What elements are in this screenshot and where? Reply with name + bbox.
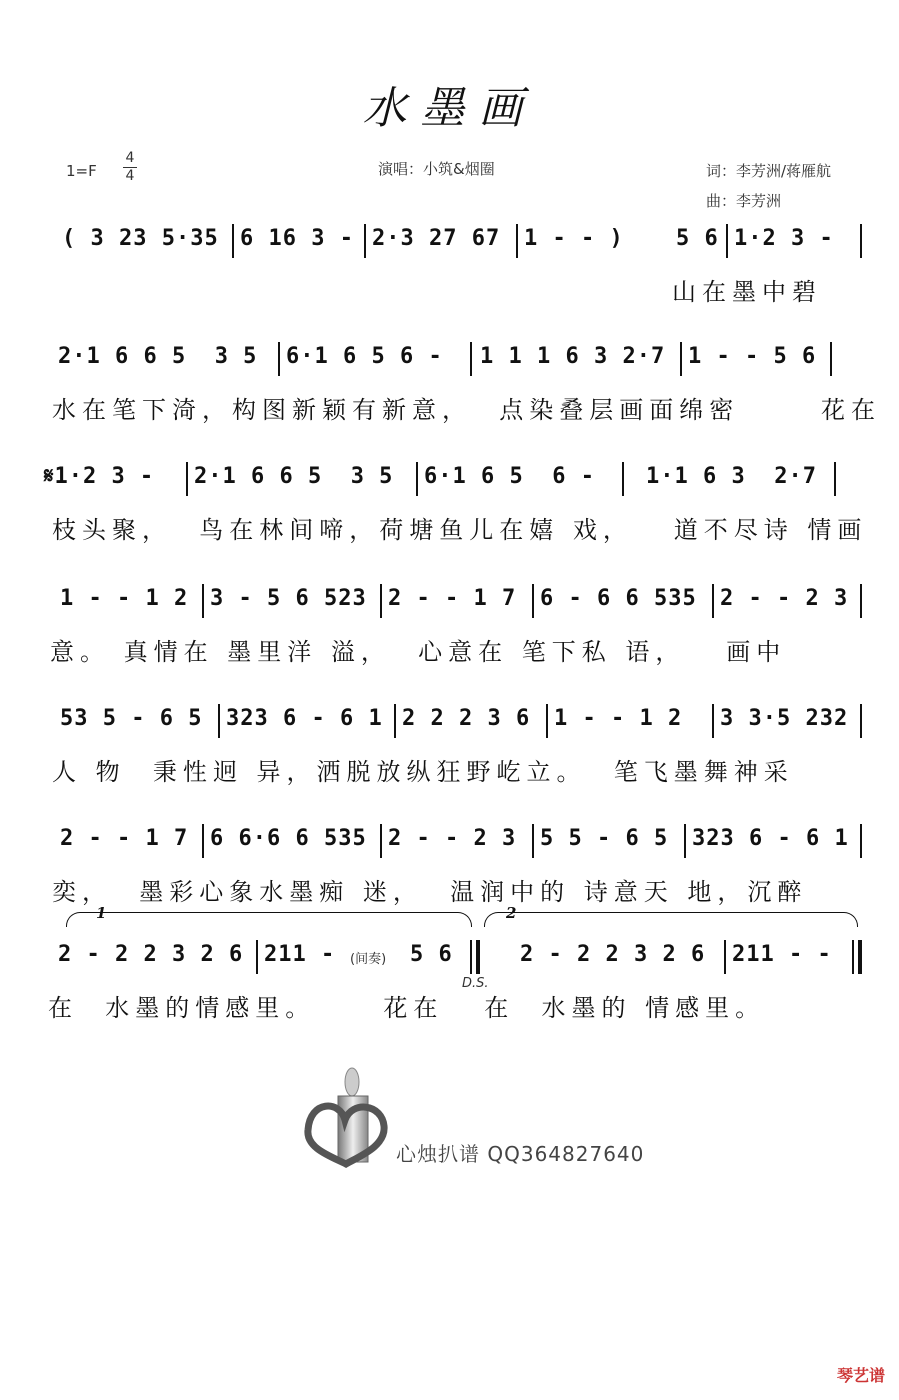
volta-bracket-1: [66, 912, 472, 927]
lyricist-credit: 词：李芳洲/蒋雁航: [706, 162, 832, 180]
lyrics-line: 人 物 秉性迥 异，洒脱放纵狂野屹立。 笔飞墨舞神采: [52, 758, 794, 786]
candle-icon: [300, 1060, 390, 1170]
measure: 2 - 2 2 3 2 6: [58, 942, 244, 967]
measure: 6 - 6 6 535: [540, 586, 697, 611]
lyrics-line: 奕， 墨彩心象水墨痴 迷， 温润中的 诗意天 地，沉醉: [52, 878, 808, 906]
measure: 2·1 6 6 5 3 5: [58, 344, 258, 369]
measure: ( 3 23 5·35: [62, 226, 219, 251]
measure: 2·3 27 67: [372, 226, 501, 251]
logo-text: 心烛扒谱 QQ364827640: [396, 1142, 645, 1166]
volta-number-2: 2: [506, 904, 517, 922]
composer-credit: 曲：李芳洲: [706, 192, 782, 210]
transcriber-logo: [300, 1060, 700, 1170]
volta-number-1: 1: [96, 904, 107, 922]
measure: 2·1 6 6 5 3 5: [194, 464, 394, 489]
measure: 1 1 1 6 3 2·7: [480, 344, 666, 369]
measure: 1 - - 5 6: [688, 344, 817, 369]
measure: 1·1 6 3 2·7: [646, 464, 817, 489]
measure: 53 5 - 6 5: [60, 706, 203, 731]
measure: 2 - - 2 3: [720, 586, 849, 611]
key-signature: 1=F: [66, 162, 97, 180]
measure: 3 3·5 232: [720, 706, 849, 731]
measure: 2 - - 1 7: [388, 586, 517, 611]
measure: 323 6 - 6 1: [692, 826, 849, 851]
measure: 𝄋1·2 3 -: [44, 464, 155, 489]
measure: 3 - 5 6 523: [210, 586, 367, 611]
lyrics-line: 在 水墨的情感里。 花在 在 水墨的 情感里。: [48, 994, 766, 1022]
measure: 211 - -: [732, 942, 832, 967]
measure: 1 - - ): [524, 226, 624, 251]
measure: 2 - - 2 3: [388, 826, 517, 851]
singer-credit: 演唱：小筑&烟圈: [378, 160, 495, 178]
measure: 5 6: [410, 942, 453, 967]
measure: 6 6·6 6 535: [210, 826, 367, 851]
lyrics-line: 意。 真情在 墨里洋 溢， 心意在 笔下私 语， 画中: [50, 638, 787, 666]
measure: 2 - 2 2 3 2 6: [520, 942, 706, 967]
ds-marking: D.S.: [462, 976, 489, 991]
song-title: 水墨画: [362, 83, 537, 134]
time-signature-top: 4: [125, 150, 135, 166]
measure: 5 5 - 6 5: [540, 826, 669, 851]
measure: 5 6: [676, 226, 719, 251]
measure: 1 - - 1 2: [60, 586, 189, 611]
interlude-label: (间奏): [350, 952, 387, 967]
measure: 1 - - 1 2: [554, 706, 683, 731]
measure: 2 - - 1 7: [60, 826, 189, 851]
measure: 211 -: [264, 942, 350, 967]
lyrics-line: 枝头聚， 鸟在林间啼，荷塘鱼儿在嬉 戏， 道不尽诗 情画: [52, 516, 868, 544]
measure: 6·1 6 5 6 -: [424, 464, 595, 489]
measure: 6·1 6 5 6 -: [286, 344, 443, 369]
measure: 1·2 3 -: [734, 226, 834, 251]
time-signature-bottom: 4: [125, 168, 135, 184]
volta-bracket-2: [484, 912, 858, 927]
lyrics-line: 水在笔下渏，构图新颖有新意， 点染叠层画面绵密 花在: [52, 396, 882, 424]
measure: 323 6 - 6 1: [226, 706, 383, 731]
measure: 2 2 2 3 6: [402, 706, 531, 731]
measure: 6 16 3 -: [240, 226, 354, 251]
time-signature: [122, 150, 138, 185]
watermark-text: 琴艺谱: [836, 1366, 885, 1385]
lyrics-line: 山在墨中碧: [672, 278, 822, 306]
